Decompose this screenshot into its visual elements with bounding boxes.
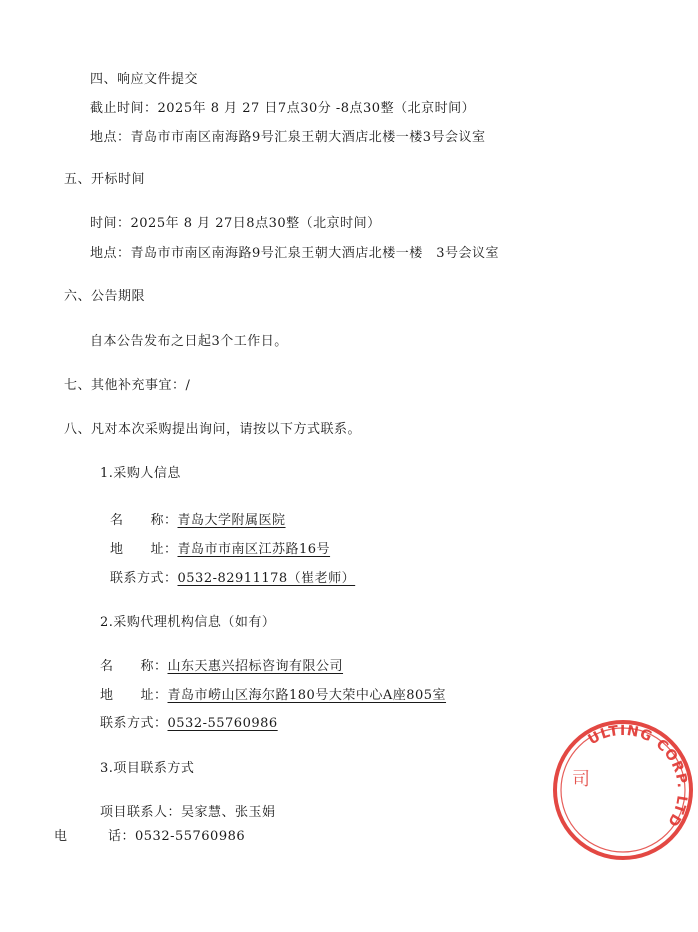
notice-period: 自本公告发布之日起3个工作日。 <box>90 334 288 349</box>
purchaser-contact-row <box>110 567 355 586</box>
project-phone: 电 话：0532-55760986 <box>54 829 246 844</box>
section-8-heading: 八、凡对本次采购提出询问，请按以下方式联系。 <box>64 422 362 437</box>
svg-text:ULTING CORP. LTD <box>584 715 698 842</box>
purchaser-name-row <box>110 509 286 528</box>
section-6-heading: 六、公告期限 <box>64 289 146 304</box>
response-deadline: 截止时间：2025年 8 月 27 日7点30分 -8点30整（北京时间） <box>90 101 476 116</box>
seal-text-cn: 司 <box>572 769 590 790</box>
agency-contact-row <box>100 712 278 731</box>
opening-location: 地点：青岛市市南区南海路9号汇泉王朝大酒店北楼一楼 3号会议室 <box>90 246 500 261</box>
seal-graphic <box>548 715 698 865</box>
section-7-heading: 七、其他补充事宜：/ <box>64 378 191 393</box>
agency-address-value: 青岛市崂山区海尔路180号大荣中心A座805室 <box>167 688 447 703</box>
agency-contact-value: 0532-55760986 <box>167 716 278 731</box>
project-contact-person: 项目联系人：吴家慧、张玉娟 <box>100 805 276 820</box>
purchaser-address-row <box>110 538 330 557</box>
section-5-heading: 五、开标时间 <box>64 172 146 187</box>
response-location: 地点：青岛市市南区南海路9号汇泉王朝大酒店北楼一楼3号会议室 <box>90 130 486 145</box>
purchaser-title: 1.采购人信息 <box>100 466 181 481</box>
purchaser-name-value: 青岛大学附属医院 <box>177 513 286 528</box>
agency-contact-label: 联系方式： <box>100 716 168 731</box>
seal-text-en: ULTING CORP. LTD <box>585 722 691 830</box>
project-title: 3.项目联系方式 <box>100 761 195 776</box>
purchaser-contact-value: 0532-82911178（崔老师） <box>177 571 356 586</box>
company-seal <box>548 715 698 865</box>
agency-title: 2.采购代理机构信息（如有） <box>100 615 276 630</box>
agency-address-row <box>100 684 446 703</box>
purchaser-address-value: 青岛市市南区江苏路16号 <box>177 542 331 557</box>
purchaser-name-label: 名 称： <box>110 513 178 528</box>
section-4-heading: 四、响应文件提交 <box>90 72 199 87</box>
agency-name-row <box>100 655 343 674</box>
agency-name-label: 名 称： <box>100 659 168 674</box>
opening-time: 时间：2025年 8 月 27日8点30整（北京时间） <box>90 216 381 231</box>
purchaser-contact-label: 联系方式： <box>110 571 178 586</box>
agency-name-value: 山东天惠兴招标咨询有限公司 <box>167 659 344 674</box>
agency-address-label: 地 址： <box>100 688 168 703</box>
purchaser-address-label: 地 址： <box>110 542 178 557</box>
